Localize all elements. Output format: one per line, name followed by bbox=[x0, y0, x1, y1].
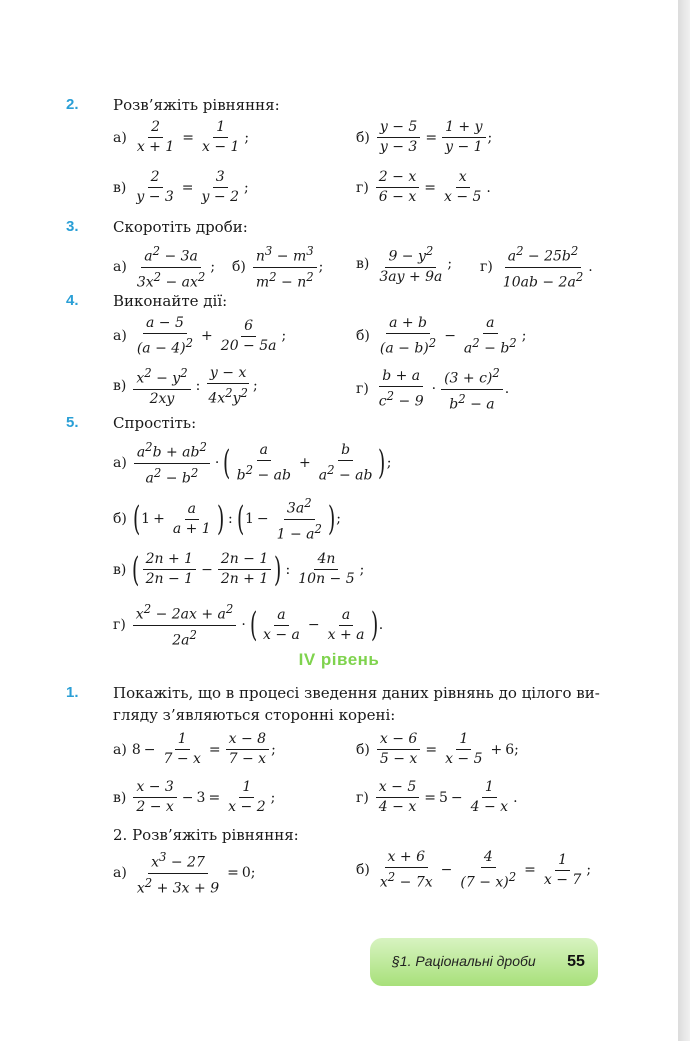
task-title: Виконайте дії: bbox=[113, 292, 228, 310]
task-title: Розв’яжіть рівняння: bbox=[113, 96, 280, 114]
task-number: 1. bbox=[66, 684, 79, 701]
equation-2-1b: б) $\frac{x + 6}{x^2 - 7x}$ − $\frac{4}{(7 - x)^2}$ = $\frac{1}{x - 7}$ ; bbox=[356, 849, 592, 891]
operation-4v: в) $\frac{x^2 - y^2}{2xy}$ : $\frac{y - x}{4x^2y^2}$ ; bbox=[113, 365, 258, 407]
equation-2-1a: а) $\frac{x^3 - 27}{x^2 + 3x + 9}$ = 0; bbox=[113, 850, 256, 897]
simplify-5a: а) $\frac{a^2b + ab^2}{a^2 - b^2}$ · ( $\frac{a}{b^2 - ab}$ + $\frac{b}{a^2 - ab}$ ) ; bbox=[113, 440, 392, 487]
fraction-3b: б) $\frac{n^3 - m^3}{m^2 - n^2}$ ; bbox=[232, 244, 324, 291]
simplify-5g: г) $\frac{x^2 - 2ax + a^2}{2a^2}$ · ( $\frac{a}{x - a}$ − $\frac{a}{x + a}$ ) . bbox=[113, 602, 384, 649]
section-title: §1. Раціональні дроби bbox=[392, 953, 536, 969]
task-title-line1: Покажіть, що в процесі зведення даних рівнянь до цілого ви- bbox=[113, 684, 600, 702]
page-edge bbox=[678, 0, 690, 1041]
equation-2v: в) $\frac{2}{y - 3}$ = $\frac{3}{y - 2}$ ; bbox=[113, 169, 249, 205]
simplify-5v: в) ( $\frac{2n + 1}{2n - 1}$ − $\frac{2n - 1}{2n + 1}$ ) : $\frac{4n}{10n - 5}$ ; bbox=[113, 549, 365, 590]
operation-4g: г) $\frac{b + a}{c^2 - 9}$ · $\frac{(3 + c)^2}{b^2 - a}$ . bbox=[356, 366, 510, 413]
task-number: 3. bbox=[66, 218, 79, 235]
equation-2a: а) $\frac{2}{x + 1}$ = $\frac{1}{x - 1}$ ; bbox=[113, 119, 250, 155]
simplify-5b: б) ( 1 + $\frac{a}{a + 1}$ ) : ( 1 − $\frac{3a^2}{1 - a^2}$ ) ; bbox=[113, 496, 341, 543]
equation-1a: а) 8 − $\frac{1}{7 - x}$ = $\frac{x - 8}{7 - x}$ ; bbox=[113, 731, 276, 767]
equation-2g: г) $\frac{2 - x}{6 - x}$ = $\frac{x}{x - 5}$ . bbox=[356, 169, 491, 205]
fraction-3v: в) $\frac{9 - y^2}{3ay + 9a}$ ; bbox=[356, 244, 453, 285]
equation-1v: в) $\frac{x - 3}{2 - x}$ − 3 = $\frac{1}{x - 2}$ ; bbox=[113, 779, 276, 815]
equation-2b: б) $\frac{y - 5}{y - 3}$ = $\frac{1 + y}{y - 1}$ ; bbox=[356, 119, 493, 155]
task-number: 5. bbox=[66, 414, 79, 431]
operation-4a: а) $\frac{a - 5}{(a - 4)^2}$ + $\frac{6}{20 - 5a}$ ; bbox=[113, 315, 287, 357]
task-number: 2. bbox=[66, 96, 79, 113]
task-title-line2: гляду з’являються сторонні корені: bbox=[113, 706, 396, 724]
equation-1g: г) $\frac{x - 5}{4 - x}$ = 5 − $\frac{1}{4 - x}$ . bbox=[356, 779, 518, 815]
task-number: 4. bbox=[66, 292, 79, 309]
sub-heading: 2. Розв’яжіть рівняння: bbox=[113, 826, 299, 844]
fraction-3a: а) $\frac{a^2 - 3a}{3x^2 - ax^2}$ ; bbox=[113, 244, 216, 291]
page-number: 55 bbox=[567, 953, 585, 970]
task-title: Скоротіть дроби: bbox=[113, 218, 248, 236]
task-title: Спростіть: bbox=[113, 414, 197, 432]
equation-1b: б) $\frac{x - 6}{5 - x}$ = $\frac{1}{x - 5}$ + 6; bbox=[356, 731, 519, 767]
operation-4b: б) $\frac{a + b}{(a - b)^2}$ − $\frac{a}{a^2 - b^2}$ ; bbox=[356, 315, 527, 357]
level-heading: IV рівень bbox=[298, 650, 380, 669]
fraction-3g: г) $\frac{a^2 - 25b^2}{10ab - 2a^2}$ . bbox=[480, 244, 593, 291]
